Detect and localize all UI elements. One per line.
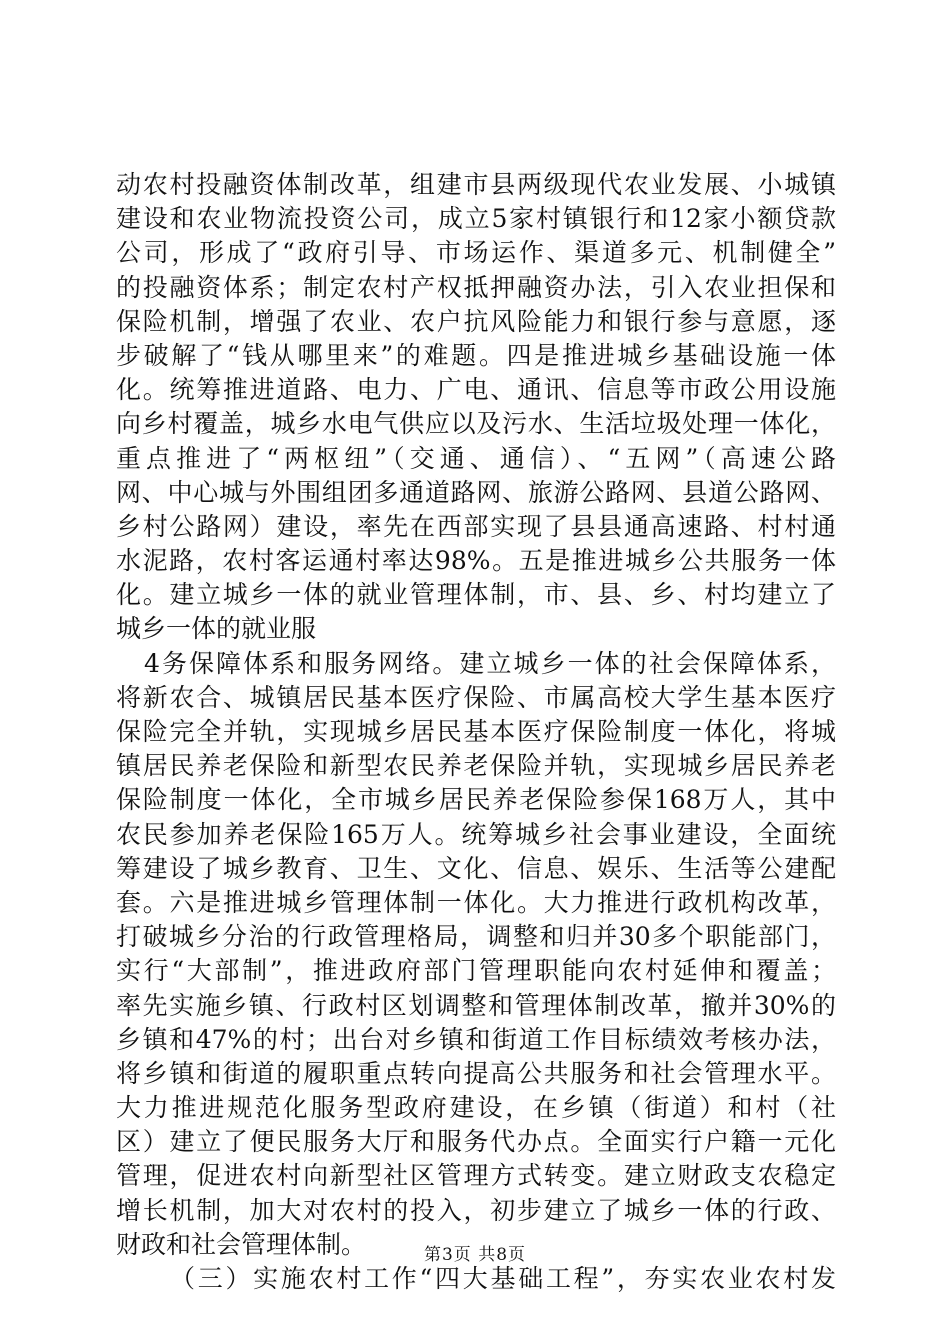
text-line: 动农村投融资体制改革，组建市县两级现代农业发展、小城镇 — [116, 170, 836, 199]
page-footer — [0, 1240, 950, 1265]
text-line: 率先实施乡镇、行政村区划调整和管理体制改革，撤并30%的 — [116, 990, 836, 1020]
text-line: 财政和社会管理体制。 — [116, 1229, 367, 1259]
text-line: 大力推进规范化服务型政府建设，在乡镇（街道）和村（社 — [116, 1093, 836, 1123]
paragraph-first-line: 4务保障体系和服务网络。建立城乡一体的社会保障体系， — [144, 648, 836, 678]
text-line: 将新农合、城镇居民基本医疗保险、市属高校大学生基本医疗 — [116, 682, 836, 712]
text-line: 的投融资体系；制定农村产权抵押融资办法，引入农业担保和 — [116, 272, 836, 302]
text-line: 农民参加养老保险165万人。统筹城乡社会事业建设，全面统 — [116, 819, 836, 849]
text-line: 镇居民养老保险和新型农民养老保险并轨，实现城乡居民养老 — [116, 751, 836, 781]
text-line: 将乡镇和街道的履职重点转向提高公共服务和社会管理水平。 — [116, 1058, 836, 1088]
text-line: 网、中心城与外围组团多通道路网、旅游公路网、县道公路网、 — [116, 477, 836, 507]
text-line: 公司，形成了“政府引导、市场运作、渠道多元、机制健全” — [116, 238, 836, 268]
text-line: 城乡一体的就业服 — [116, 614, 317, 644]
text-line: 步破解了“钱从哪里来”的难题。四是推进城乡基础设施一体 — [116, 340, 836, 370]
text-line: 化。建立城乡一体的就业管理体制，市、县、乡、村均建立了 — [116, 580, 836, 610]
text-line: 水泥路，农村客运通村率达98%。五是推进城乡公共服务一体 — [116, 546, 836, 576]
text-line: 保险制度一体化，全市城乡居民养老保险参保168万人，其中 — [116, 785, 836, 815]
text-line: 化。统筹推进道路、电力、广电、通讯、信息等市政公用设施 — [116, 375, 836, 405]
text-line: 筹建设了城乡教育、卫生、文化、信息、娱乐、生活等公建配 — [116, 853, 836, 883]
text-line: 打破城乡分治的行政管理格局，调整和归并30多个职能部门， — [116, 922, 836, 952]
text-line: 保险完全并轨，实现城乡居民基本医疗保险制度一体化，将城 — [116, 717, 836, 746]
text-line: 重点推进了“两枢纽”（交通、通信）、“五网”（高速公路 — [116, 443, 836, 473]
text-line: 乡镇和47%的村；出台对乡镇和街道工作目标绩效考核办法， — [116, 1024, 836, 1054]
text-line: 建设和农业物流投资公司，成立5家村镇银行和12家小额贷款 — [116, 204, 836, 234]
text-line: 向乡村覆盖，城乡水电气供应以及污水、生活垃圾处理一体化， — [116, 409, 836, 439]
document-body — [116, 168, 836, 1296]
text-line: 保险机制，增强了农业、农户抗风险能力和银行参与意愿，逐 — [116, 306, 836, 336]
text-line: 管理，促进农村向新型社区管理方式转变。建立财政支农稳定 — [116, 1161, 836, 1191]
page-number-label: 第3页 共8页 — [423, 1245, 527, 1265]
section-heading-line: （三）实施农村工作“四大基础工程”，夯实农业农村发 — [170, 1264, 836, 1293]
text-line: 套。六是推进城乡管理体制一体化。大力推进行政机构改革， — [116, 887, 836, 917]
text-line: 实行“大部制”，推进政府部门管理职能向农村延伸和覆盖； — [116, 956, 836, 986]
text-line: 增长机制，加大对农村的投入，初步建立了城乡一体的行政、 — [116, 1195, 836, 1225]
text-line: 区）建立了便民服务大厅和服务代办点。全面实行户籍一元化 — [116, 1127, 836, 1157]
text-line: 乡村公路网）建设，率先在西部实现了县县通高速路、村村通 — [116, 511, 836, 541]
